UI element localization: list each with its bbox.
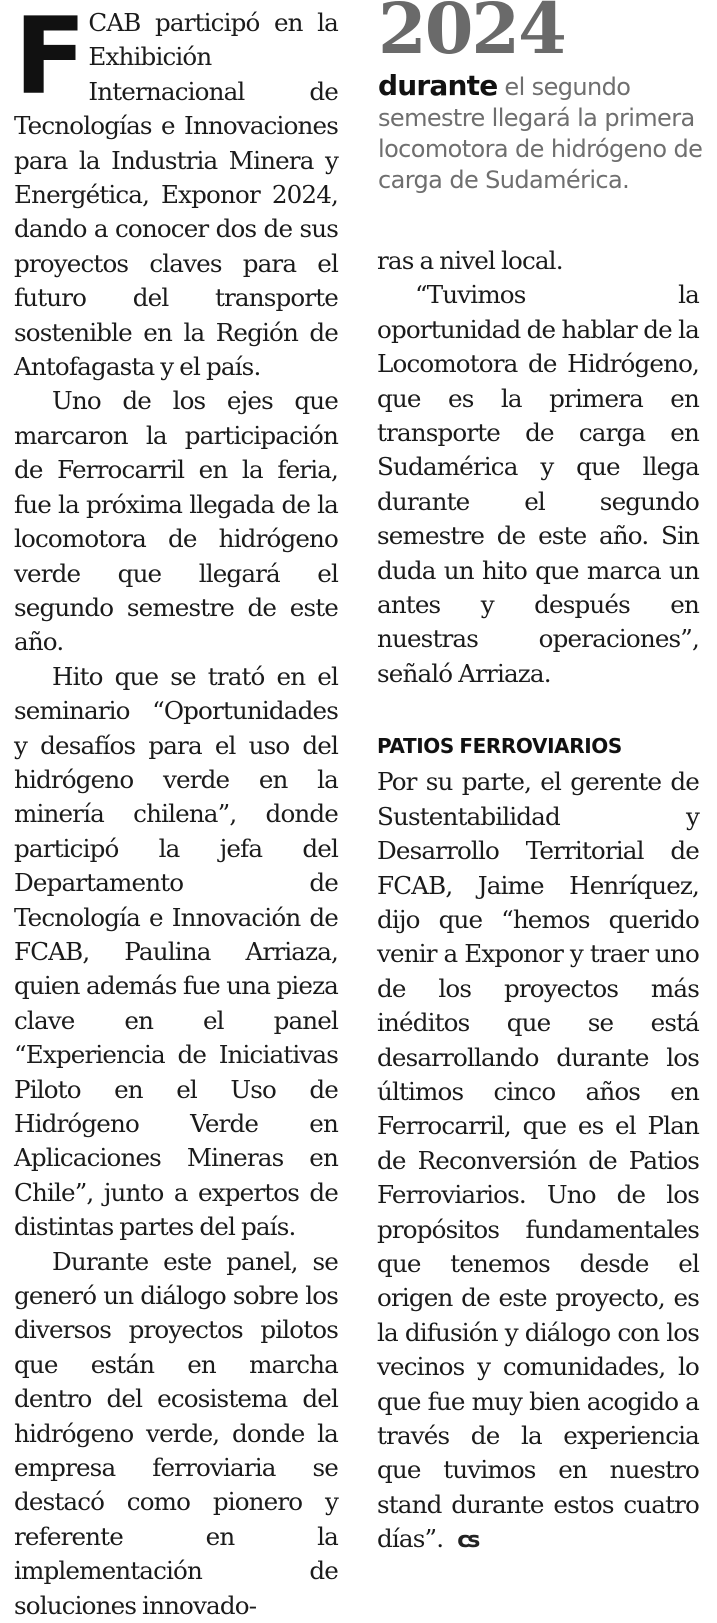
pull-quote-text: [378, 70, 708, 196]
end-mark-icon: cs: [457, 1528, 478, 1554]
paragraph: “Tuvimos la oportunidad de hablar de la Locomotora de Hidrógeno, que es la primera en transporte de carga en Sudamérica y que llega durante el segundo semestre de este año. Sin duda un hito que marca un antes y después en nuestras operaciones”, señaló Arriaza.: [377, 280, 699, 688]
paragraph: [14, 0, 338, 384]
paragraph-text: Por su parte, el gerente de Sustentabilidad y Desarrollo Territorial de FCAB, Jaime Henríquez, dijo que “hemos querido venir a Exponor y traer uno de los proyectos más inéditos que se está desarrollando durante los últimos cinco años en Ferrocarril, que es el Plan de Reconversión de Patios Ferroviarios. Uno de los propósitos fundamentales que tenemos desde el origen de este proyecto, es la difusión y diálogo con los vecinos y comunidades, lo que fue muy bien acogido a través de la experiencia que tuvimos en nuestro stand durante estos cuatro días”.: [377, 767, 699, 1554]
paragraph: [377, 765, 699, 1558]
left-column: [14, 0, 338, 1623]
paragraph: ras a nivel local.: [377, 246, 563, 275]
right-column: [377, 244, 699, 1559]
paragraph-text: CAB participó en la Exhibición Internacional de Tecnologías e Innovaciones para la Industria Minera y Energética, Exponor 2024, dando a conocer dos de sus proyectos claves para el futuro del transporte sostenible en la Región de Antofagasta y el país.: [14, 8, 338, 382]
section-subheading: PATIOS FERROVIARIOS: [377, 734, 622, 759]
paragraph: Uno de los ejes que marcaron la participación de Ferrocarril en la feria, fue la próxima llegada de la locomotora de hidrógeno verde que llegará el segundo semestre de este año.: [14, 386, 338, 657]
drop-cap: F: [14, 0, 83, 118]
pull-quote-lead: durante: [378, 69, 498, 102]
pull-quote: [378, 0, 708, 230]
paragraph: Hito que se trató en el seminario “Oportunidades y desafíos para el uso del hidrógeno verde en la minería chilena”, donde participó la jefa del Departamento de Tecnología e Innovación de FCAB, Paulina Arriaza, quien además fue una pieza clave en el panel “Experiencia de Iniciativas Piloto en el Uso de Hidrógeno Verde en Aplicaciones Mineras en Chile”, junto a expertos de distintas partes del país.: [14, 661, 338, 1242]
pull-quote-body: el segundo semestre llegará la primera locomotora de hidrógeno de carga de Sudamérica.: [378, 73, 703, 194]
paragraph: Durante este panel, se generó un diálogo sobre los diversos proyectos pilotos que están en marcha dentro del ecosistema del hidrógeno verde, donde la empresa ferroviaria se destacó como pionero y referente en la implementación de soluciones innovado-: [14, 1246, 338, 1620]
pull-quote-number: 2024: [378, 0, 565, 70]
